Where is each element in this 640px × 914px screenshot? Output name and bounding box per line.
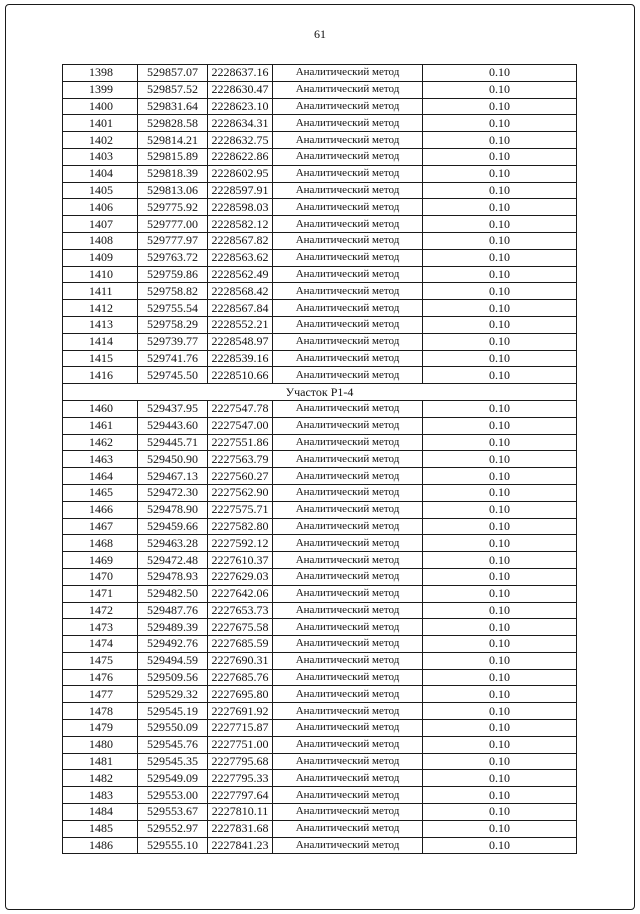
point-number-cell: 1405 <box>63 182 138 199</box>
method-cell: Аналитический метод <box>273 636 423 653</box>
point-number-cell: 1469 <box>63 552 138 569</box>
x-coordinate-cell: 529472.48 <box>138 552 208 569</box>
method-cell: Аналитический метод <box>273 703 423 720</box>
accuracy-cell: 0.10 <box>423 652 577 669</box>
accuracy-cell: 0.10 <box>423 501 577 518</box>
point-number-cell: 1404 <box>63 165 138 182</box>
accuracy-cell: 0.10 <box>423 98 577 115</box>
point-number-cell: 1401 <box>63 115 138 132</box>
point-number-cell: 1412 <box>63 300 138 317</box>
table-row <box>63 316 577 333</box>
accuracy-cell: 0.10 <box>423 300 577 317</box>
point-number-cell: 1407 <box>63 216 138 233</box>
y-coordinate-cell: 2227685.76 <box>208 669 273 686</box>
point-number-cell: 1403 <box>63 148 138 165</box>
y-coordinate-cell: 2228562.49 <box>208 266 273 283</box>
table-row <box>63 652 577 669</box>
section-header-group <box>63 384 577 401</box>
point-number-cell: 1479 <box>63 720 138 737</box>
method-cell: Аналитический метод <box>273 115 423 132</box>
table-row <box>63 837 577 854</box>
point-number-cell: 1465 <box>63 484 138 501</box>
point-number-cell: 1411 <box>63 283 138 300</box>
x-coordinate-cell: 529445.71 <box>138 434 208 451</box>
y-coordinate-cell: 2227560.27 <box>208 468 273 485</box>
x-coordinate-cell: 529459.66 <box>138 518 208 535</box>
accuracy-cell: 0.10 <box>423 216 577 233</box>
y-coordinate-cell: 2227675.58 <box>208 619 273 636</box>
point-number-cell: 1481 <box>63 753 138 770</box>
table-row <box>63 434 577 451</box>
accuracy-cell: 0.10 <box>423 736 577 753</box>
y-coordinate-cell: 2227685.59 <box>208 636 273 653</box>
point-number-cell: 1473 <box>63 619 138 636</box>
table-row <box>63 484 577 501</box>
y-coordinate-cell: 2227575.71 <box>208 501 273 518</box>
point-number-cell: 1474 <box>63 636 138 653</box>
y-coordinate-cell: 2227562.90 <box>208 484 273 501</box>
method-cell: Аналитический метод <box>273 602 423 619</box>
point-number-cell: 1482 <box>63 770 138 787</box>
x-coordinate-cell: 529553.67 <box>138 804 208 821</box>
x-coordinate-cell: 529763.72 <box>138 249 208 266</box>
x-coordinate-cell: 529463.28 <box>138 535 208 552</box>
y-coordinate-cell: 2227592.12 <box>208 535 273 552</box>
point-number-cell: 1463 <box>63 451 138 468</box>
accuracy-cell: 0.10 <box>423 132 577 149</box>
y-coordinate-cell: 2227715.87 <box>208 720 273 737</box>
method-cell: Аналитический метод <box>273 165 423 182</box>
point-number-cell: 1413 <box>63 316 138 333</box>
table-row <box>63 148 577 165</box>
y-coordinate-cell: 2228510.66 <box>208 367 273 384</box>
method-cell: Аналитический метод <box>273 316 423 333</box>
y-coordinate-cell: 2227695.80 <box>208 686 273 703</box>
accuracy-cell: 0.10 <box>423 753 577 770</box>
accuracy-cell: 0.10 <box>423 602 577 619</box>
x-coordinate-cell: 529494.59 <box>138 652 208 669</box>
accuracy-cell: 0.10 <box>423 770 577 787</box>
x-coordinate-cell: 529552.97 <box>138 820 208 837</box>
x-coordinate-cell: 529815.89 <box>138 148 208 165</box>
x-coordinate-cell: 529487.76 <box>138 602 208 619</box>
coordinates-table <box>62 64 577 854</box>
y-coordinate-cell: 2227751.00 <box>208 736 273 753</box>
y-coordinate-cell: 2228597.91 <box>208 182 273 199</box>
table-row <box>63 669 577 686</box>
point-number-cell: 1462 <box>63 434 138 451</box>
method-cell: Аналитический метод <box>273 837 423 854</box>
y-coordinate-cell: 2228582.12 <box>208 216 273 233</box>
table-row <box>63 300 577 317</box>
table-body-part-1 <box>63 65 577 384</box>
method-cell: Аналитический метод <box>273 300 423 317</box>
accuracy-cell: 0.10 <box>423 350 577 367</box>
method-cell: Аналитический метод <box>273 585 423 602</box>
x-coordinate-cell: 529450.90 <box>138 451 208 468</box>
accuracy-cell: 0.10 <box>423 283 577 300</box>
accuracy-cell: 0.10 <box>423 451 577 468</box>
y-coordinate-cell: 2228539.16 <box>208 350 273 367</box>
accuracy-cell: 0.10 <box>423 165 577 182</box>
x-coordinate-cell: 529828.58 <box>138 115 208 132</box>
x-coordinate-cell: 529509.56 <box>138 669 208 686</box>
point-number-cell: 1400 <box>63 98 138 115</box>
table-row <box>63 535 577 552</box>
table-row <box>63 216 577 233</box>
accuracy-cell: 0.10 <box>423 333 577 350</box>
table-row <box>63 283 577 300</box>
method-cell: Аналитический метод <box>273 652 423 669</box>
y-coordinate-cell: 2227547.00 <box>208 417 273 434</box>
y-coordinate-cell: 2228552.21 <box>208 316 273 333</box>
y-coordinate-cell: 2228567.84 <box>208 300 273 317</box>
point-number-cell: 1461 <box>63 417 138 434</box>
x-coordinate-cell: 529553.00 <box>138 787 208 804</box>
x-coordinate-cell: 529472.30 <box>138 484 208 501</box>
accuracy-cell: 0.10 <box>423 115 577 132</box>
y-coordinate-cell: 2228602.95 <box>208 165 273 182</box>
x-coordinate-cell: 529755.54 <box>138 300 208 317</box>
method-cell: Аналитический метод <box>273 568 423 585</box>
point-number-cell: 1468 <box>63 535 138 552</box>
method-cell: Аналитический метод <box>273 216 423 233</box>
point-number-cell: 1475 <box>63 652 138 669</box>
y-coordinate-cell: 2227653.73 <box>208 602 273 619</box>
y-coordinate-cell: 2228637.16 <box>208 65 273 82</box>
y-coordinate-cell: 2227551.86 <box>208 434 273 451</box>
accuracy-cell: 0.10 <box>423 535 577 552</box>
x-coordinate-cell: 529818.39 <box>138 165 208 182</box>
accuracy-cell: 0.10 <box>423 686 577 703</box>
accuracy-cell: 0.10 <box>423 81 577 98</box>
y-coordinate-cell: 2228630.47 <box>208 81 273 98</box>
accuracy-cell: 0.10 <box>423 232 577 249</box>
method-cell: Аналитический метод <box>273 400 423 417</box>
x-coordinate-cell: 529741.76 <box>138 350 208 367</box>
x-coordinate-cell: 529758.82 <box>138 283 208 300</box>
point-number-cell: 1464 <box>63 468 138 485</box>
table-row <box>63 736 577 753</box>
x-coordinate-cell: 529549.09 <box>138 770 208 787</box>
y-coordinate-cell: 2227610.37 <box>208 552 273 569</box>
point-number-cell: 1399 <box>63 81 138 98</box>
accuracy-cell: 0.10 <box>423 65 577 82</box>
x-coordinate-cell: 529482.50 <box>138 585 208 602</box>
accuracy-cell: 0.10 <box>423 182 577 199</box>
method-cell: Аналитический метод <box>273 552 423 569</box>
point-number-cell: 1398 <box>63 65 138 82</box>
point-number-cell: 1484 <box>63 804 138 821</box>
table-row <box>63 552 577 569</box>
point-number-cell: 1485 <box>63 820 138 837</box>
method-cell: Аналитический метод <box>273 249 423 266</box>
accuracy-cell: 0.10 <box>423 417 577 434</box>
table-row <box>63 199 577 216</box>
point-number-cell: 1414 <box>63 333 138 350</box>
accuracy-cell: 0.10 <box>423 720 577 737</box>
y-coordinate-cell: 2227690.31 <box>208 652 273 669</box>
method-cell: Аналитический метод <box>273 65 423 82</box>
accuracy-cell: 0.10 <box>423 804 577 821</box>
table-row <box>63 753 577 770</box>
table-row <box>63 132 577 149</box>
accuracy-cell: 0.10 <box>423 266 577 283</box>
x-coordinate-cell: 529478.93 <box>138 568 208 585</box>
x-coordinate-cell: 529831.64 <box>138 98 208 115</box>
table-row <box>63 686 577 703</box>
y-coordinate-cell: 2227691.92 <box>208 703 273 720</box>
method-cell: Аналитический метод <box>273 350 423 367</box>
accuracy-cell: 0.10 <box>423 518 577 535</box>
method-cell: Аналитический метод <box>273 199 423 216</box>
x-coordinate-cell: 529545.76 <box>138 736 208 753</box>
table-row <box>63 804 577 821</box>
method-cell: Аналитический метод <box>273 501 423 518</box>
accuracy-cell: 0.10 <box>423 148 577 165</box>
table-row <box>63 787 577 804</box>
method-cell: Аналитический метод <box>273 266 423 283</box>
point-number-cell: 1467 <box>63 518 138 535</box>
table-row <box>63 720 577 737</box>
y-coordinate-cell: 2227642.06 <box>208 585 273 602</box>
y-coordinate-cell: 2228632.75 <box>208 132 273 149</box>
method-cell: Аналитический метод <box>273 132 423 149</box>
method-cell: Аналитический метод <box>273 804 423 821</box>
point-number-cell: 1483 <box>63 787 138 804</box>
table-row <box>63 820 577 837</box>
accuracy-cell: 0.10 <box>423 585 577 602</box>
method-cell: Аналитический метод <box>273 787 423 804</box>
accuracy-cell: 0.10 <box>423 787 577 804</box>
point-number-cell: 1415 <box>63 350 138 367</box>
accuracy-cell: 0.10 <box>423 199 577 216</box>
x-coordinate-cell: 529814.21 <box>138 132 208 149</box>
table-row <box>63 98 577 115</box>
point-number-cell: 1472 <box>63 602 138 619</box>
table-row <box>63 468 577 485</box>
y-coordinate-cell: 2227797.64 <box>208 787 273 804</box>
accuracy-cell: 0.10 <box>423 820 577 837</box>
table-row <box>63 367 577 384</box>
y-coordinate-cell: 2228548.97 <box>208 333 273 350</box>
y-coordinate-cell: 2227810.11 <box>208 804 273 821</box>
table-row <box>63 417 577 434</box>
table-row <box>63 770 577 787</box>
accuracy-cell: 0.10 <box>423 568 577 585</box>
table-row <box>63 703 577 720</box>
y-coordinate-cell: 2228563.62 <box>208 249 273 266</box>
y-coordinate-cell: 2228622.86 <box>208 148 273 165</box>
method-cell: Аналитический метод <box>273 720 423 737</box>
table-row <box>63 619 577 636</box>
table-row <box>63 636 577 653</box>
point-number-cell: 1466 <box>63 501 138 518</box>
accuracy-cell: 0.10 <box>423 367 577 384</box>
y-coordinate-cell: 2227831.68 <box>208 820 273 837</box>
point-number-cell: 1477 <box>63 686 138 703</box>
table-row <box>63 266 577 283</box>
table-row <box>63 182 577 199</box>
method-cell: Аналитический метод <box>273 619 423 636</box>
table-row <box>63 400 577 417</box>
accuracy-cell: 0.10 <box>423 400 577 417</box>
table-row <box>63 518 577 535</box>
x-coordinate-cell: 529467.13 <box>138 468 208 485</box>
table-row <box>63 333 577 350</box>
accuracy-cell: 0.10 <box>423 316 577 333</box>
table-row <box>63 232 577 249</box>
method-cell: Аналитический метод <box>273 232 423 249</box>
method-cell: Аналитический метод <box>273 669 423 686</box>
table-row <box>63 165 577 182</box>
table-row <box>63 501 577 518</box>
accuracy-cell: 0.10 <box>423 249 577 266</box>
x-coordinate-cell: 529777.97 <box>138 232 208 249</box>
point-number-cell: 1470 <box>63 568 138 585</box>
x-coordinate-cell: 529478.90 <box>138 501 208 518</box>
method-cell: Аналитический метод <box>273 518 423 535</box>
method-cell: Аналитический метод <box>273 451 423 468</box>
method-cell: Аналитический метод <box>273 417 423 434</box>
table-row <box>63 81 577 98</box>
y-coordinate-cell: 2228567.82 <box>208 232 273 249</box>
y-coordinate-cell: 2228623.10 <box>208 98 273 115</box>
table-row <box>63 568 577 585</box>
method-cell: Аналитический метод <box>273 770 423 787</box>
method-cell: Аналитический метод <box>273 434 423 451</box>
y-coordinate-cell: 2227582.80 <box>208 518 273 535</box>
method-cell: Аналитический метод <box>273 283 423 300</box>
accuracy-cell: 0.10 <box>423 703 577 720</box>
y-coordinate-cell: 2227547.78 <box>208 400 273 417</box>
accuracy-cell: 0.10 <box>423 552 577 569</box>
x-coordinate-cell: 529775.92 <box>138 199 208 216</box>
point-number-cell: 1486 <box>63 837 138 854</box>
y-coordinate-cell: 2228568.42 <box>208 283 273 300</box>
y-coordinate-cell: 2227795.68 <box>208 753 273 770</box>
section-row <box>63 384 577 401</box>
y-coordinate-cell: 2227841.23 <box>208 837 273 854</box>
table-row <box>63 451 577 468</box>
x-coordinate-cell: 529759.86 <box>138 266 208 283</box>
accuracy-cell: 0.10 <box>423 669 577 686</box>
table-row <box>63 65 577 82</box>
y-coordinate-cell: 2227563.79 <box>208 451 273 468</box>
point-number-cell: 1406 <box>63 199 138 216</box>
table-row <box>63 585 577 602</box>
method-cell: Аналитический метод <box>273 535 423 552</box>
page-number: 61 <box>314 27 326 41</box>
accuracy-cell: 0.10 <box>423 636 577 653</box>
method-cell: Аналитический метод <box>273 367 423 384</box>
point-number-cell: 1478 <box>63 703 138 720</box>
x-coordinate-cell: 529492.76 <box>138 636 208 653</box>
x-coordinate-cell: 529550.09 <box>138 720 208 737</box>
table-row <box>63 115 577 132</box>
method-cell: Аналитический метод <box>273 736 423 753</box>
method-cell: Аналитический метод <box>273 148 423 165</box>
x-coordinate-cell: 529813.06 <box>138 182 208 199</box>
method-cell: Аналитический метод <box>273 820 423 837</box>
method-cell: Аналитический метод <box>273 686 423 703</box>
point-number-cell: 1460 <box>63 400 138 417</box>
table-row <box>63 602 577 619</box>
x-coordinate-cell: 529529.32 <box>138 686 208 703</box>
point-number-cell: 1409 <box>63 249 138 266</box>
y-coordinate-cell: 2228634.31 <box>208 115 273 132</box>
x-coordinate-cell: 529857.07 <box>138 65 208 82</box>
y-coordinate-cell: 2227795.33 <box>208 770 273 787</box>
point-number-cell: 1476 <box>63 669 138 686</box>
x-coordinate-cell: 529545.19 <box>138 703 208 720</box>
x-coordinate-cell: 529545.35 <box>138 753 208 770</box>
method-cell: Аналитический метод <box>273 468 423 485</box>
table-row <box>63 350 577 367</box>
point-number-cell: 1416 <box>63 367 138 384</box>
method-cell: Аналитический метод <box>273 753 423 770</box>
x-coordinate-cell: 529758.29 <box>138 316 208 333</box>
accuracy-cell: 0.10 <box>423 434 577 451</box>
method-cell: Аналитический метод <box>273 182 423 199</box>
point-number-cell: 1408 <box>63 232 138 249</box>
table-row <box>63 249 577 266</box>
x-coordinate-cell: 529555.10 <box>138 837 208 854</box>
accuracy-cell: 0.10 <box>423 837 577 854</box>
table-body-part-2 <box>63 400 577 854</box>
x-coordinate-cell: 529437.95 <box>138 400 208 417</box>
section-label: Участок P1-4 <box>63 384 577 401</box>
method-cell: Аналитический метод <box>273 98 423 115</box>
x-coordinate-cell: 529443.60 <box>138 417 208 434</box>
y-coordinate-cell: 2228598.03 <box>208 199 273 216</box>
point-number-cell: 1410 <box>63 266 138 283</box>
x-coordinate-cell: 529745.50 <box>138 367 208 384</box>
method-cell: Аналитический метод <box>273 484 423 501</box>
point-number-cell: 1402 <box>63 132 138 149</box>
x-coordinate-cell: 529489.39 <box>138 619 208 636</box>
x-coordinate-cell: 529777.00 <box>138 216 208 233</box>
method-cell: Аналитический метод <box>273 81 423 98</box>
x-coordinate-cell: 529857.52 <box>138 81 208 98</box>
method-cell: Аналитический метод <box>273 333 423 350</box>
point-number-cell: 1471 <box>63 585 138 602</box>
x-coordinate-cell: 529739.77 <box>138 333 208 350</box>
y-coordinate-cell: 2227629.03 <box>208 568 273 585</box>
accuracy-cell: 0.10 <box>423 484 577 501</box>
accuracy-cell: 0.10 <box>423 619 577 636</box>
point-number-cell: 1480 <box>63 736 138 753</box>
accuracy-cell: 0.10 <box>423 468 577 485</box>
